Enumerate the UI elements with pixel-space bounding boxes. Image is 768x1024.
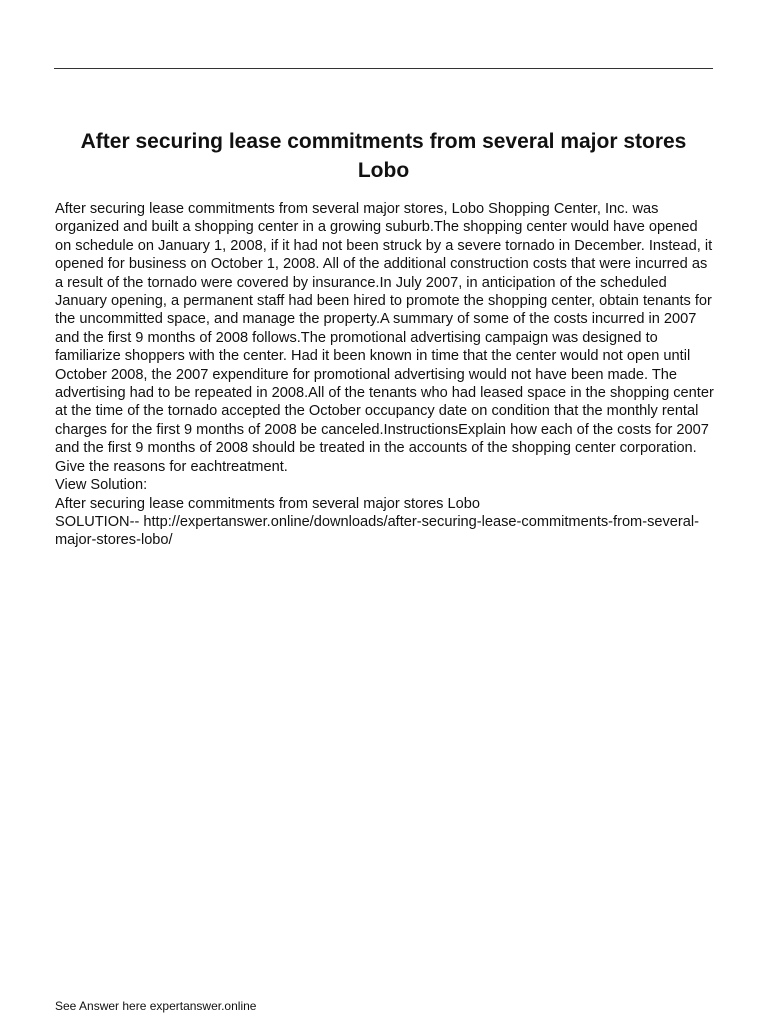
footer-note: See Answer here expertanswer.online	[55, 999, 257, 1013]
body-paragraph: After securing lease commitments from several major stores, Lobo Shopping Center, Inc. was organized and built a shopping center in a growing suburb.The shopping center would have opened on schedule on January 1, 2008, if it had not been struck by a severe tornado in December. Instead, it opened for business on October 1, 2008. All of the additional construction costs that were incurred as a result of the tornado were covered by insurance.In July 2007, in anticipation of the scheduled January opening, a permanent staff had been hired to promote the shopping center, obtain tenants for the uncommitted space, and manage the property.A summary of some of the costs incurred in 2007 and the first 9 months of 2008 follows.The promotional advertising campaign was designed to familiarize shoppers with the center. Had it been known in time that the center would not open until October 2008, the 2007 expenditure for promotional advertising would not have been made. The advertising had to be repeated in 2008.All of the tenants who had leased space in the shopping center at the time of the tornado accepted the October occupancy date on condition that the monthly rental charges for the first 9 months of 2008 be canceled.InstructionsExplain how each of the costs for 2007 and the first 9 months of 2008 should be treated in the accounts of the shopping center corporation. Give the reasons for eachtreatment.	[55, 201, 714, 475]
document-title: After securing lease commitments from several major stores Lobo	[80, 130, 687, 182]
document-body	[55, 200, 715, 550]
solution-link[interactable]: SOLUTION-- http://expertanswer.online/downloads/after-securing-lease-commitments-from-several-major-stores-lobo/	[55, 513, 699, 549]
solution-title: After securing lease commitments from several major stores Lobo	[55, 495, 481, 512]
view-solution-label: View Solution:	[55, 477, 148, 494]
top-divider	[54, 68, 713, 69]
